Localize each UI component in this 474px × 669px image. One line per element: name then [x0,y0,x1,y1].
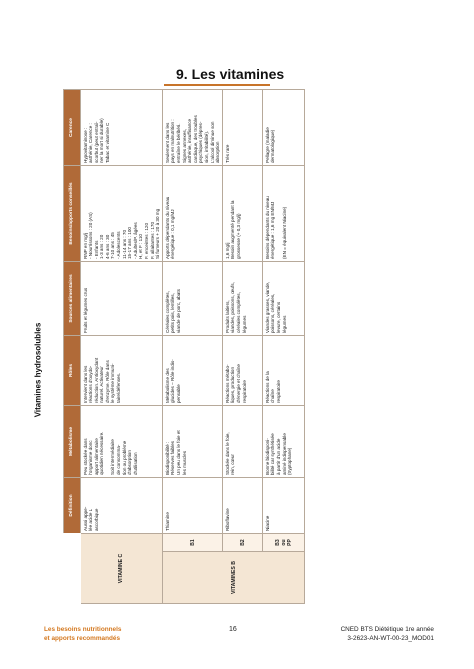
cell-line: Riboflavine [224,508,230,531]
cell-line: Besoin augmenté pendant la [230,200,236,259]
cell-line: Thiamine [164,512,170,531]
table-row-vitamin-c [81,90,163,604]
cell-line: 7-10 ans : 45 [110,232,116,259]
cell-line: aminé indispensable [281,433,287,475]
cell-line: - Adultes/P. âgées [132,222,138,259]
cell-line: 1,6 mg/j [224,242,230,259]
page-title: 9. Les vitamines [176,66,285,82]
cell-line: tion ou problème [121,440,127,475]
cell-line: énergétique : 1,6 mg EN/MJ [270,201,276,259]
cell-line: Très rare [224,144,230,163]
cell-c-deficiency [81,90,163,166]
cell-b2-needs [223,166,263,262]
cell-line: asthénie, insuffisance [187,118,193,163]
cell-line: les muscles [181,451,187,475]
cell-line: d'absorption [127,450,133,475]
cell-line: chaîne [270,389,276,403]
cell-line: viande de porc, abats [176,289,181,333]
cell-line: bilité car synthétisée [270,433,276,475]
cell-line: Peu stockée dans [82,438,88,475]
cell-line: petits pois, lentilles, [170,293,176,333]
cell-line: Réactions de la [264,371,270,403]
cell-line: Tabac et vitamine C [104,122,110,163]
cell-line: Apports dépendants du niveau [164,196,170,259]
cell-line: Niacine [264,515,270,531]
page-number: 16 [229,626,237,633]
sub-b3: B3 ou PP [263,534,305,552]
group-vitamin-c: VITAMINE C [81,534,163,604]
cell-line: Viandes grasses, viande, [264,281,270,333]
header-needs: Besoins/apports conseillés [64,166,81,262]
header-corner [64,534,81,604]
vitamin-table [63,89,305,604]
cell-line: - Nourrissons : 20 (AS) [88,212,94,259]
cell-line: d'énergie et chaîne [235,364,241,403]
cell-line: 11-14 ans : 70 [121,229,127,259]
cell-line: 15-17 ans : 100 [127,227,133,259]
cell-line: poissons, céréales, [270,293,276,333]
cell-line: (tryptophane) [287,447,293,475]
cell-line: respiratoire [275,380,281,403]
cell-line: Seulement dans les [164,122,170,163]
cell-line: ner la mort si durable) [99,118,105,163]
cell-b1-metabolism [163,406,223,478]
cell-b1-definition [163,478,223,534]
cell-line: légumes [281,315,287,333]
cell-b2-metabolism [223,406,263,478]
header-definition: Définition [64,478,81,534]
footer-right [341,626,434,643]
cell-line: 1-3 ans : 20 [99,234,105,259]
cell-line: apport alimentaire [93,438,99,475]
cell-line: Biodisponibilité : [164,441,170,475]
header-roles: Rôles [64,336,81,406]
cell-line: Signes annexes, [181,129,187,163]
cell-line: énergétique : 0,1 mg/MJ [170,209,176,259]
table-row-b2 [223,90,263,604]
cell-c-needs [81,166,163,262]
header-deficiency: Carence [64,90,81,166]
cell-b3-needs [263,166,305,262]
cell-line: Aussi appe- [82,506,88,531]
cell-b3-sources [263,262,305,336]
cell-line: L'alcool diminue son [209,121,215,163]
table-row-b1 [163,90,223,604]
cell-line: Céréales complètes, [164,291,170,333]
cell-line: à partir d'un acide [275,438,281,475]
cell-line: (EN = équivalent Niacine) [281,206,287,259]
cell-line: réduction. Antioxydant [93,357,99,403]
cell-line: RNP en mg/j [82,233,88,259]
cell-line: Hypovitaminose : [82,127,88,163]
cell-line: glucides – Rôle indis- [170,359,176,403]
cell-c-roles [81,336,163,406]
cell-line: Pellagre (maladie [264,127,270,163]
cell-b3-definition [263,478,305,534]
cell-b1-deficiency [163,90,223,166]
group-vitamins-b: VITAMINES B [163,552,305,604]
cell-line: respiratoire [241,380,247,403]
cell-line: Si fumeurs + 20 à 30 mg [155,208,161,259]
table-caption: Vitamines hydrosolubles [33,322,43,418]
cell-b1-sources [163,262,223,336]
cell-c-sources [81,262,163,336]
cell-line: dermatologique) [270,129,276,163]
cell-line: F. allaitantes : 170 [149,221,155,259]
cell-line: légumes [241,315,247,333]
footer-right-line2: 3-2623-AN-WT-00-23_MOD01 [347,634,434,642]
footer-left-line1: Les besoins nutritionnels [44,626,122,633]
cell-line: scorbut (peut entraî- [93,121,99,163]
footer-left [44,626,121,643]
cell-b2-roles [223,336,263,406]
header-metabolism: Métabolisme [64,406,81,478]
cell-b3-deficiency [263,90,305,166]
cell-line: cardiaque, des troubles [192,115,198,163]
cell-line: Fruits et légumes crus [82,287,88,333]
cell-line: de consomma- [116,444,122,475]
cell-line: naturel. Activateur [99,366,105,403]
cell-line: Métabolisme des [164,368,170,403]
cell-b2-sources [223,262,263,336]
cell-line: Bonne biodisponi- [264,438,270,475]
cell-line: levure, certains [275,301,281,333]
cell-b3-roles [263,336,305,406]
footer-left-line2: et apports recommandés [44,634,121,642]
cell-b2-definition [223,478,263,534]
cell-line: Intervient dans les [82,365,88,403]
cell-line: grossesse (+ 0,3 mg/j) [235,213,241,259]
cell-line: le système immuni- [110,363,116,403]
cell-line: psychiques (dépres- [198,121,204,163]
cell-line: Stockée dans le foie, [224,432,230,475]
cell-line: d'utilisation [132,452,138,475]
cell-line: pays en malnutrition : [170,119,176,163]
cell-line: ascorbique [93,508,99,531]
sub-b2: B2 [223,534,263,552]
sub-b1: B1 [163,534,223,552]
vitamin-table-rotated [63,90,293,604]
cell-b1-roles [163,336,223,406]
cell-line: H, et F : 110 [138,234,144,259]
cell-line: F. enceintes : 120 [144,222,150,259]
cell-line: céréales complètes, [235,292,241,333]
cell-line: Réactions métabo- [224,364,230,403]
cell-line: liques, production [230,366,236,403]
cell-line: viandes, poissons, œufs, [230,282,236,333]
cell-line: sion, irritabilité). [203,130,209,163]
cell-line: réactions d'oxydo- [88,365,94,403]
cell-b2-deficiency [223,90,263,166]
cell-line: Un peu dans le foie et [176,430,181,475]
footer-right-line1: CNED BTS Diététique 1re année [340,626,434,633]
cell-line: l'organisme donc [88,440,94,475]
title-rule [164,84,270,86]
cell-line: rein, cœur [230,454,236,475]
header-sources: Sources alimentaires [64,262,81,336]
cell-c-metabolism [81,406,163,478]
cell-line: Besoins dépendants du niveau [264,196,270,259]
cell-line: d'enzyme. Rôle dans [104,360,110,403]
cell-line: entraîne le béribéri. [176,123,181,163]
cell-line: Soit intermédiaire [110,439,116,475]
cell-line: absorption [215,141,221,163]
cell-line: Réserves faibles [170,441,176,475]
cell-c-definition [81,478,163,534]
cell-b3-metabolism [263,406,305,478]
cell-line: - Enfants [93,240,99,259]
cell-line: lée acide L [88,508,94,531]
cell-b1-needs [163,166,223,262]
cell-line: pensable [176,384,181,403]
cell-line: 4-6 ans : 30 [104,234,110,259]
cell-line: - Adolescents [116,231,122,259]
table-row-b3 [263,90,305,604]
cell-line: taire/défenses. [116,372,122,403]
cell-line: asthénie, Carence : [88,123,94,163]
cell-line: Produits laitiers, [224,300,230,333]
cell-line: quotidien nécessaire. [99,431,105,475]
